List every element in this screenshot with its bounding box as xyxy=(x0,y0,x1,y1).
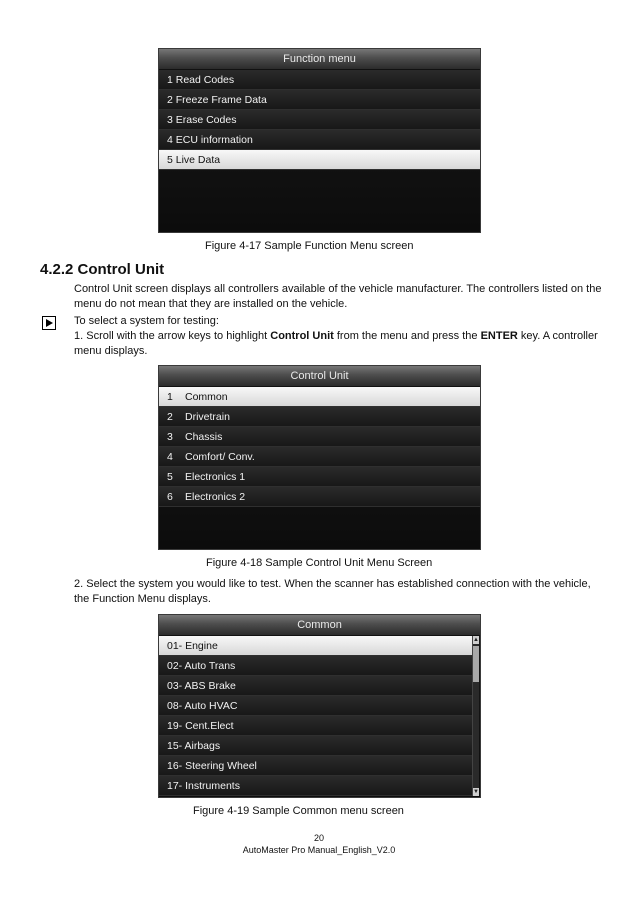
step-1-prefix: 1. Scroll with the arrow keys to highlight xyxy=(74,330,271,342)
menu-item[interactable]: 02- Auto Trans xyxy=(159,656,472,676)
figure-4-17-caption: Figure 4-17 Sample Function Menu screen xyxy=(205,240,414,252)
menu-item[interactable] xyxy=(159,487,480,507)
menu-item-label: Chassis xyxy=(185,431,223,443)
step-1-suffix: key. A controller menu displays. xyxy=(74,330,598,357)
step-1-bold-enter: ENTER xyxy=(480,330,518,342)
function-menu-list xyxy=(159,70,480,170)
menu-item[interactable]: 01- Engine xyxy=(159,636,472,656)
step-1-mid: from the menu and press the xyxy=(333,330,481,342)
menu-item[interactable]: 08- Auto HVAC xyxy=(159,696,472,716)
page-number: 20 xyxy=(313,833,324,843)
control-unit-screen xyxy=(158,365,481,550)
menu-item[interactable]: 4 ECU information xyxy=(159,130,480,150)
menu-item[interactable]: 2 Freeze Frame Data xyxy=(159,90,480,110)
common-menu-scrollbar[interactable] xyxy=(472,636,479,796)
figure-4-19-caption: Figure 4-19 Sample Common menu screen xyxy=(193,805,404,817)
scroll-down-icon[interactable]: ▼ xyxy=(473,789,479,795)
section-intro: Control Unit screen displays all controllers available of the vehicle manufacturer. The controllers listed on the menu do not mean that they are installed on the vehicle. xyxy=(74,283,602,310)
menu-item-number: 3 xyxy=(167,431,173,443)
step-intro: To select a system for testing: xyxy=(74,315,219,327)
menu-item[interactable]: 19- Cent.Elect xyxy=(159,716,472,736)
function-menu-screen xyxy=(158,48,481,233)
common-menu-title: Common xyxy=(159,615,480,636)
play-arrow-icon xyxy=(42,316,56,330)
menu-item[interactable]: 5 Live Data xyxy=(159,150,480,170)
menu-item[interactable] xyxy=(159,407,480,427)
menu-item-label: Comfort/ Conv. xyxy=(185,451,255,463)
menu-item-number: 6 xyxy=(167,491,173,503)
control-unit-list xyxy=(159,387,480,507)
figure-4-18-caption: Figure 4-18 Sample Control Unit Menu Screen xyxy=(206,557,433,569)
menu-item[interactable]: 3 Erase Codes xyxy=(159,110,480,130)
scroll-up-icon[interactable]: ▲ xyxy=(473,637,479,643)
menu-item-label: Electronics 1 xyxy=(185,471,246,483)
menu-item-label: Drivetrain xyxy=(185,411,230,423)
menu-item[interactable]: 17- Instruments xyxy=(159,776,472,796)
menu-item-number: 1 xyxy=(167,391,173,403)
section-heading: 4.2.2 Control Unit xyxy=(40,261,165,278)
menu-item[interactable] xyxy=(159,387,480,407)
menu-item-number: 4 xyxy=(167,451,173,463)
menu-item[interactable]: 03- ABS Brake xyxy=(159,676,472,696)
document-title: AutoMaster Pro Manual_English_V2.0 xyxy=(242,845,396,855)
control-unit-title: Control Unit xyxy=(159,366,480,387)
menu-item[interactable]: 15- Airbags xyxy=(159,736,472,756)
function-menu-title: Function menu xyxy=(159,49,480,70)
menu-item[interactable]: 16- Steering Wheel xyxy=(159,756,472,776)
step-1-bold-control-unit: Control Unit xyxy=(270,330,334,342)
step-2: 2. Select the system you would like to test. When the scanner has established connection with the vehicle, the Function Menu displays. xyxy=(74,578,591,605)
menu-item-label: Electronics 2 xyxy=(185,491,246,503)
menu-item[interactable] xyxy=(159,427,480,447)
scroll-thumb[interactable] xyxy=(473,646,479,682)
common-menu-screen xyxy=(158,614,481,798)
menu-item[interactable]: 1 Read Codes xyxy=(159,70,480,90)
step-1 xyxy=(74,329,604,359)
menu-item[interactable] xyxy=(159,467,480,487)
menu-item-number: 2 xyxy=(167,411,173,423)
menu-item[interactable] xyxy=(159,447,480,467)
menu-item-number: 5 xyxy=(167,471,173,483)
menu-item-label: Common xyxy=(185,391,228,403)
common-menu-list xyxy=(159,636,472,796)
